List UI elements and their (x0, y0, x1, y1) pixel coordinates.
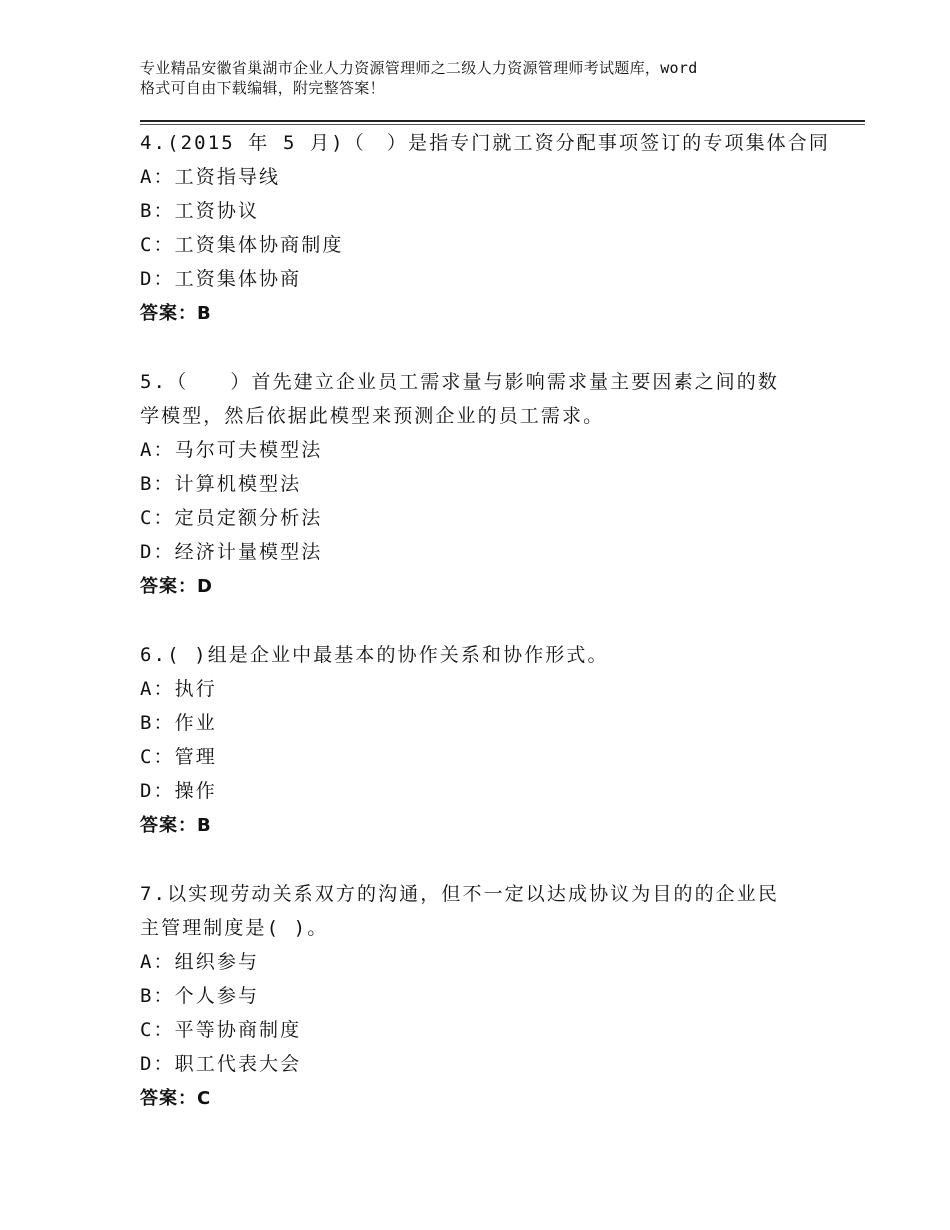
option-b: B：个人参与 (140, 985, 260, 1007)
header-line-1: 专业精品安徽省巢湖市企业人力资源管理师之二级人力资源管理师考试题库，word (140, 59, 698, 77)
answer-label: 答案：C (140, 1088, 212, 1109)
option-a: A：组织参与 (140, 951, 260, 973)
option-b: B：工资协议 (140, 200, 260, 222)
question-stem-continued: 主管理制度是( )。 (140, 917, 329, 939)
question-stem: 6.( )组是企业中最基本的协作关系和协作形式。 (140, 644, 609, 666)
answer-label: 答案：B (140, 815, 212, 836)
answer-label: 答案：B (140, 303, 212, 324)
option-c: C：管理 (140, 746, 217, 768)
question-stem-continued: 学模型，然后依据此模型来预测企业的员工需求。 (140, 405, 605, 427)
answer-label: 答案：D (140, 576, 213, 597)
option-a: A：执行 (140, 678, 217, 700)
question-stem: 5.（ ）首先建立企业员工需求量与影响需求量主要因素之间的数 (140, 371, 779, 393)
option-c: C：平等协商制度 (140, 1019, 302, 1041)
header-line-2: 格式可自由下载编辑，附完整答案！ (140, 79, 385, 97)
option-b: B：计算机模型法 (140, 473, 302, 495)
option-c: C：定员定额分析法 (140, 507, 323, 529)
option-d: D：操作 (140, 780, 217, 802)
option-a: A：马尔可夫模型法 (140, 439, 323, 461)
option-b: B：作业 (140, 712, 217, 734)
option-d: D：经济计量模型法 (140, 541, 323, 563)
option-d: D：职工代表大会 (140, 1053, 302, 1075)
header-divider-thin (140, 124, 865, 125)
header-divider-thick (140, 120, 865, 122)
option-d: D：工资集体协商 (140, 268, 302, 290)
option-c: C：工资集体协商制度 (140, 234, 344, 256)
question-stem: 7.以实现劳动关系双方的沟通，但不一定以达成协议为目的的企业民 (140, 883, 779, 905)
document-header (140, 58, 830, 98)
option-a: A：工资指导线 (140, 166, 281, 188)
question-stem: 4.(2015 年 5 月)（ ）是指专门就工资分配事项签订的专项集体合同 (140, 132, 830, 154)
